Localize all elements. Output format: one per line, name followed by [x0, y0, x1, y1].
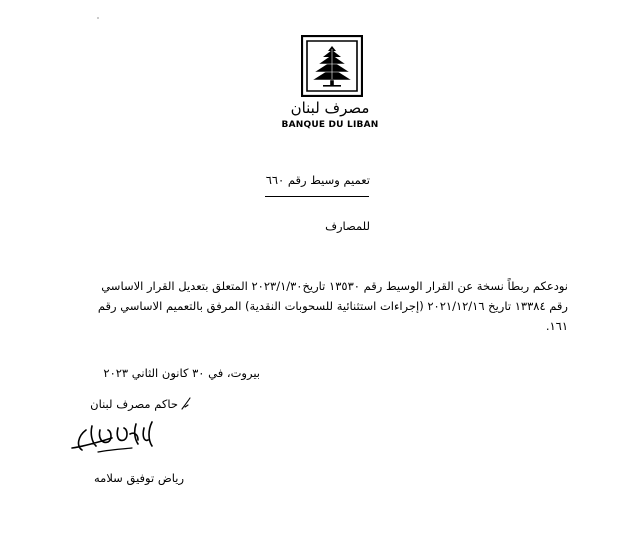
governor-signature — [68, 416, 168, 456]
circular-title: تعميم وسيط رقم ٦٦٠ — [265, 173, 370, 187]
signature-tick-icon — [180, 396, 192, 412]
bank-name-french: BANQUE DU LIBAN — [281, 120, 379, 130]
governor-name: رياض توفيق سلامه — [94, 471, 184, 485]
bank-name-arabic: مصرف لبنان — [290, 99, 370, 117]
title-underline — [265, 196, 369, 197]
addressee: للمصارف — [325, 219, 370, 233]
cedar-logo-icon — [301, 35, 363, 97]
date-line: بيروت، في ٣٠ كانون الثاني ٢٠٢٣ — [103, 366, 260, 380]
body-paragraph: نودعكم ربطاً نسخة عن القرار الوسيط رقم ١٣٥٣٠ تاريخ٢٠٢٣/١/٣٠ المتعلق بتعديل القرار الاساسي رقم ١٣٣٨٤ تاريخ ٢٠٢١/١٢/١٦ (إجراءات استثنائية للسحوبات النقدية) المرفق بالتعميم الاساسي رقم ١٦١. — [97, 279, 568, 333]
governor-title: حاكم مصرف لبنان — [90, 397, 178, 411]
scan-speck — [97, 17, 99, 19]
